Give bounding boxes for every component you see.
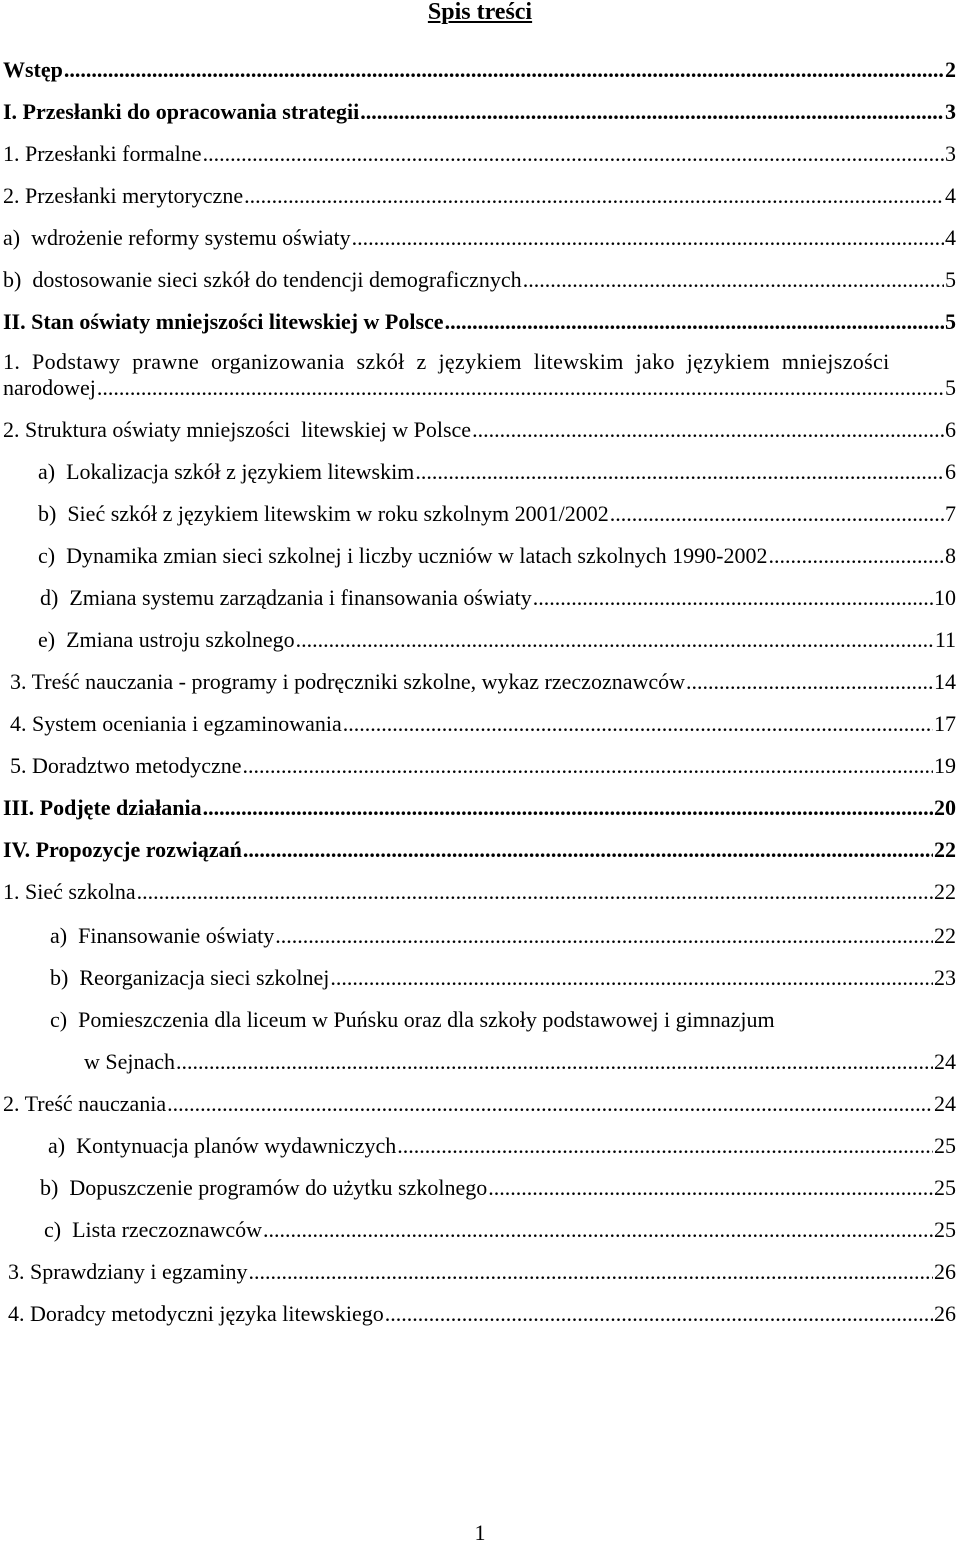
dot-leader	[275, 923, 933, 949]
dot-leader	[415, 459, 944, 485]
toc-entry-page: 2	[945, 57, 956, 82]
toc-entry-page: 5	[945, 267, 956, 292]
toc-entry-section-1[interactable]	[3, 99, 956, 125]
toc-entry-page: 7	[945, 501, 956, 526]
toc-entry-label: 4. System oceniania i egzaminowania	[10, 711, 342, 736]
toc-entry-2-3[interactable]	[10, 669, 956, 695]
toc-entry-label: c) Lista rzeczoznawców	[44, 1217, 263, 1242]
toc-entry-label: 2. Struktura oświaty mniejszości litewskiej w Polsce	[3, 417, 472, 442]
toc-entry-page: 11	[934, 627, 956, 652]
dot-leader	[263, 1217, 933, 1243]
toc-entry-label: a) Lokalizacja szkół z językiem litewskim	[38, 459, 415, 484]
toc-entry-2-2-c[interactable]	[38, 543, 956, 569]
toc-entry-label: b) Reorganizacja sieci szkolnej	[50, 965, 330, 990]
toc-entry-page: 14	[934, 669, 956, 694]
dot-leader	[203, 795, 933, 821]
toc-entry-page: 23	[934, 965, 956, 990]
dot-leader	[176, 1049, 933, 1075]
toc-entry-label: a) Finansowanie oświaty	[50, 923, 275, 948]
dot-leader	[360, 99, 944, 125]
toc-entry-label: 1. Przesłanki formalne	[3, 141, 202, 166]
page-number: 1	[474, 1520, 486, 1545]
toc-entry-4-3[interactable]	[8, 1259, 956, 1285]
toc-entry-label: b) Sieć szkół z językiem litewskim w roku szkolnym 2001/2002	[38, 501, 609, 526]
toc-entry-page: 5	[945, 375, 956, 400]
toc-entry-label: Wstęp	[3, 57, 63, 82]
toc-entry-label: 2. Treść nauczania	[3, 1091, 167, 1116]
toc-entry-page: 26	[934, 1259, 956, 1284]
toc-entry-1-1[interactable]	[3, 141, 956, 167]
dot-leader	[686, 669, 933, 695]
toc-entry-page: 25	[934, 1217, 956, 1242]
toc-entry-4-2[interactable]	[3, 1091, 956, 1117]
toc-entry-label: 3. Treść nauczania - programy i podręczniki szkolne, wykaz rzeczoznawców	[10, 669, 686, 694]
toc-entry-4-1[interactable]	[3, 879, 956, 905]
toc-entry-2-2-e[interactable]	[38, 627, 956, 653]
toc-entry-1-2[interactable]	[3, 183, 956, 209]
dot-leader	[352, 225, 944, 251]
toc-entry-label: d) Zmiana systemu zarządzania i finansowania oświaty	[40, 585, 532, 610]
dot-leader	[203, 141, 944, 167]
toc-entry-label: a) wdrożenie reformy systemu oświaty	[3, 225, 351, 250]
toc-entry-page: 17	[934, 711, 956, 736]
toc-entry-2-1[interactable]	[3, 375, 956, 401]
toc-entry-page: 24	[934, 1091, 956, 1116]
toc-entry-wstep[interactable]	[3, 57, 956, 83]
toc-entry-label: a) Kontynuacja planów wydawniczych	[48, 1133, 397, 1158]
toc-entry-2-1-line1[interactable]: 1. Podstawy prawne organizowania szkół z językiem litewskim jako językiem mniejszości	[3, 349, 890, 374]
dot-leader	[97, 375, 944, 401]
toc-entry-label: c) Dynamika zmian sieci szkolnej i liczby uczniów w latach szkolnych 1990-2002	[38, 543, 768, 568]
toc-entry-4-2-b[interactable]	[40, 1175, 956, 1201]
toc-entry-4-2-a[interactable]	[48, 1133, 956, 1159]
dot-leader	[523, 267, 944, 293]
toc-entry-page: 3	[945, 141, 956, 166]
dot-leader	[137, 879, 933, 905]
toc-entry-page: 25	[934, 1133, 956, 1158]
toc-entry-section-2[interactable]	[3, 309, 956, 335]
toc-entry-2-2-a[interactable]	[38, 459, 956, 485]
toc-entry-label: 4. Doradcy metodyczni języka litewskiego	[8, 1301, 384, 1326]
toc-entry-label: IV. Propozycje rozwiązań	[3, 837, 242, 862]
toc-entry-label: b) dostosowanie sieci szkół do tendencji demograficznych	[3, 267, 522, 292]
dot-leader	[385, 1301, 933, 1327]
toc-entry-page: 3	[945, 99, 956, 124]
toc-entry-2-4[interactable]	[10, 711, 956, 737]
toc-entry-label: 1. Sieć szkolna	[3, 879, 136, 904]
toc-entry-page: 6	[945, 417, 956, 442]
dot-leader	[243, 753, 933, 779]
toc-entry-page: 26	[934, 1301, 956, 1326]
toc-entry-4-1-b[interactable]	[50, 965, 956, 991]
toc-entry-label: 3. Sprawdziany i egzaminy	[8, 1259, 248, 1284]
dot-leader	[330, 965, 933, 991]
toc-entry-label: III. Podjęte działania	[3, 795, 202, 820]
toc-title: Spis treści	[427, 0, 533, 25]
dot-leader	[488, 1175, 933, 1201]
toc-entry-2-2-d[interactable]	[40, 585, 956, 611]
dot-leader	[610, 501, 944, 527]
toc-entry-page: 5	[945, 309, 956, 334]
toc-entry-4-1-c-line1[interactable]: c) Pomieszczenia dla liceum w Puńsku oraz dla szkoły podstawowej i gimnazjum	[50, 1007, 775, 1032]
toc-entry-2-2[interactable]	[3, 417, 956, 443]
toc-entry-page: 10	[934, 585, 956, 610]
dot-leader	[445, 309, 944, 335]
toc-entry-page: 22	[934, 837, 956, 862]
toc-entry-page: 24	[934, 1049, 956, 1074]
toc-entry-page: 4	[945, 183, 956, 208]
toc-entry-page: 25	[934, 1175, 956, 1200]
toc-entry-label: w Sejnach	[84, 1049, 176, 1074]
toc-entry-label: b) Dopuszczenie programów do użytku szkolnego	[40, 1175, 488, 1200]
dot-leader	[167, 1091, 933, 1117]
dot-leader	[249, 1259, 934, 1285]
toc-entry-2-5[interactable]	[10, 753, 956, 779]
toc-entry-section-4[interactable]	[3, 837, 956, 863]
toc-entry-page: 4	[945, 225, 956, 250]
dot-leader	[768, 543, 944, 569]
toc-entry-page: 22	[934, 923, 956, 948]
toc-entry-page: 22	[934, 879, 956, 904]
toc-entry-label: 2. Przesłanki merytoryczne	[3, 183, 244, 208]
dot-leader	[343, 711, 933, 737]
toc-entry-page: 8	[945, 543, 956, 568]
toc-entry-2-2-b[interactable]	[38, 501, 956, 527]
dot-leader	[397, 1133, 933, 1159]
toc-entry-label: II. Stan oświaty mniejszości litewskiej w Polsce	[3, 309, 444, 334]
toc-entry-page: 20	[934, 795, 956, 820]
toc-entry-label: narodowej	[3, 375, 96, 400]
dot-leader	[472, 417, 944, 443]
dot-leader	[64, 57, 944, 83]
toc-entry-section-3[interactable]	[3, 795, 956, 821]
toc-entry-4-2-c[interactable]	[44, 1217, 956, 1243]
dot-leader	[296, 627, 934, 653]
toc-entry-label: e) Zmiana ustroju szkolnego	[38, 627, 295, 652]
toc-entry-page: 19	[934, 753, 956, 778]
toc-entry-4-4[interactable]	[8, 1301, 956, 1327]
toc-entry-1-2-b[interactable]	[3, 267, 956, 293]
dot-leader	[533, 585, 933, 611]
toc-entry-page: 6	[945, 459, 956, 484]
toc-entry-4-1-c[interactable]	[84, 1049, 956, 1075]
toc-entry-1-2-a[interactable]	[3, 225, 956, 251]
toc-entry-label: I. Przesłanki do opracowania strategii	[3, 99, 360, 124]
toc-entry-4-1-a[interactable]	[50, 923, 956, 949]
dot-leader	[244, 183, 944, 209]
toc-entry-label: 5. Doradztwo metodyczne	[10, 753, 242, 778]
dot-leader	[243, 837, 933, 863]
